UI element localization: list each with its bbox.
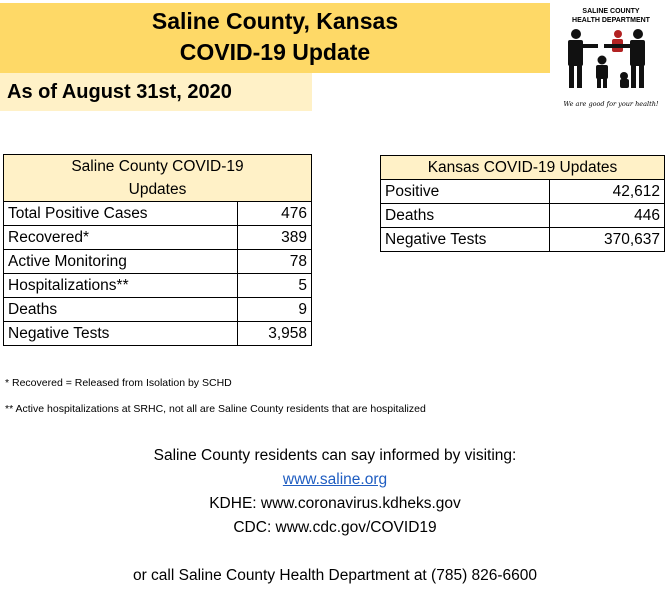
health-department-logo bbox=[556, 0, 666, 112]
table-row bbox=[4, 250, 312, 274]
as-of-date: As of August 31st, 2020 bbox=[0, 73, 312, 111]
row-label: Positive bbox=[381, 180, 550, 204]
row-label: Recovered* bbox=[4, 226, 238, 250]
page-title-line1: Saline County, Kansas bbox=[151, 8, 399, 34]
row-label: Deaths bbox=[4, 298, 238, 322]
kansas-table bbox=[380, 155, 665, 252]
row-value: 476 bbox=[238, 202, 312, 226]
table-row bbox=[4, 322, 312, 346]
info-intro: Saline County residents can say informed by visiting: bbox=[153, 447, 517, 464]
info-cdc: CDC: www.cdc.gov/COVID19 bbox=[233, 519, 437, 536]
table-row bbox=[4, 202, 312, 226]
table-row bbox=[381, 228, 665, 252]
info-kdhe: KDHE: www.coronavirus.kdheks.gov bbox=[209, 495, 461, 512]
family-icon bbox=[556, 0, 666, 112]
saline-county-table bbox=[3, 154, 312, 346]
row-value: 370,637 bbox=[550, 228, 665, 252]
row-value: 446 bbox=[550, 204, 665, 228]
page-title-line2: COVID-19 Update bbox=[179, 39, 371, 65]
saline-website-link[interactable]: www.saline.org bbox=[282, 471, 388, 488]
table-row bbox=[4, 298, 312, 322]
info-link-line bbox=[0, 471, 670, 489]
row-value: 78 bbox=[238, 250, 312, 274]
footnote-hospitalizations: ** Active hospitalizations at SRHC, not all are Saline County residents that are hospitalized bbox=[5, 403, 426, 415]
saline-table-header: Saline County COVID-19 Updates bbox=[4, 155, 312, 202]
row-label: Negative Tests bbox=[381, 228, 550, 252]
info-call: or call Saline County Health Department at (785) 826-6600 bbox=[132, 567, 538, 584]
row-label: Active Monitoring bbox=[4, 250, 238, 274]
row-value: 3,958 bbox=[238, 322, 312, 346]
row-value: 42,612 bbox=[550, 180, 665, 204]
row-label: Hospitalizations** bbox=[4, 274, 238, 298]
kansas-table-header: Kansas COVID-19 Updates bbox=[381, 156, 665, 180]
row-label: Total Positive Cases bbox=[4, 202, 238, 226]
table-row bbox=[4, 274, 312, 298]
row-value: 9 bbox=[238, 298, 312, 322]
logo-org-line2: HEALTH DEPARTMENT bbox=[572, 17, 650, 24]
logo-tagline: We are good for your health! bbox=[563, 100, 659, 108]
row-value: 5 bbox=[238, 274, 312, 298]
table-row bbox=[4, 226, 312, 250]
row-value: 389 bbox=[238, 226, 312, 250]
table-row bbox=[381, 180, 665, 204]
footnote-recovered: * Recovered = Released from Isolation by SCHD bbox=[5, 377, 232, 389]
row-label: Negative Tests bbox=[4, 322, 238, 346]
row-label: Deaths bbox=[381, 204, 550, 228]
table-row bbox=[381, 204, 665, 228]
logo-org-line1: SALINE COUNTY bbox=[582, 8, 640, 15]
title-banner bbox=[0, 3, 550, 73]
